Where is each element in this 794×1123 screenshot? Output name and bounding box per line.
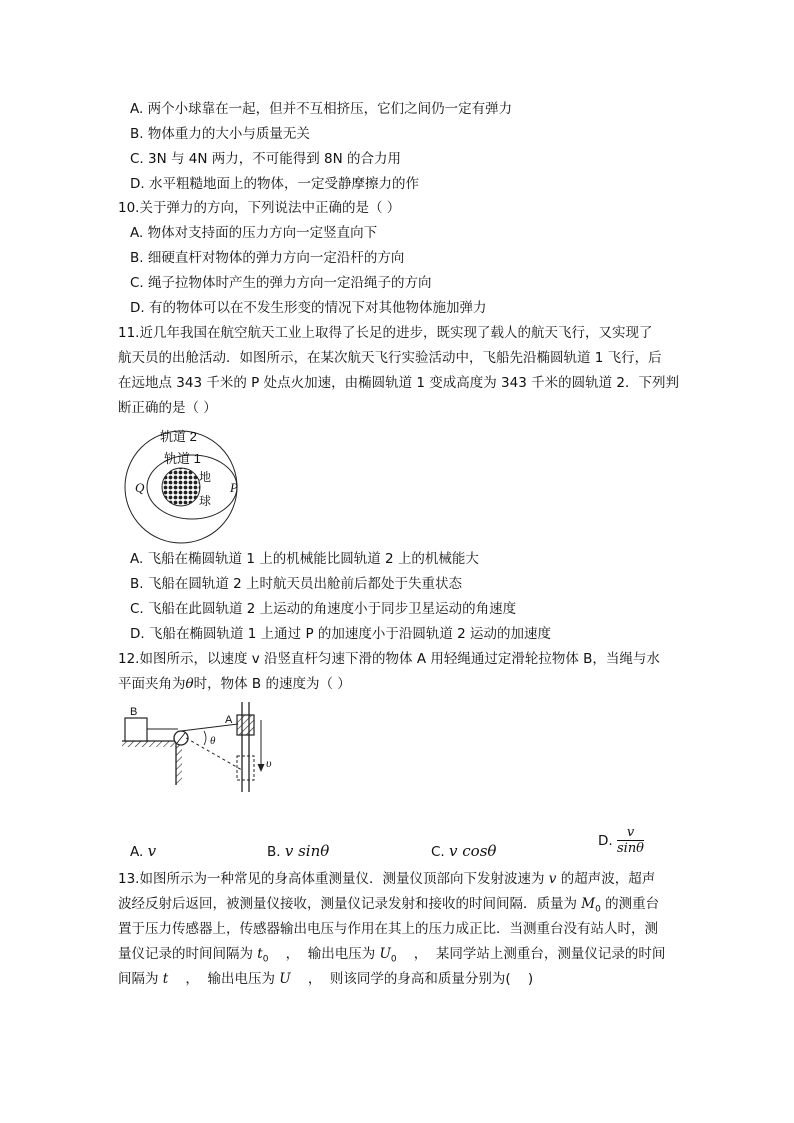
- q12-choice-d-denominator: sinθ: [616, 841, 645, 856]
- q13-text: 的超声波，超声: [556, 871, 656, 887]
- block-a-lower: [237, 756, 254, 780]
- q12-choice-c-expr: v cosθ: [449, 842, 497, 860]
- q13-text: 间隔为: [118, 971, 163, 987]
- q13-line-1: [118, 870, 655, 888]
- q12-choice-a-expr: v: [147, 842, 157, 860]
- q10-option-b: B. 细硬直杆对物体的弹力方向一定沿杆的方向: [130, 250, 405, 266]
- earth-label-top: 地: [199, 470, 212, 484]
- block-a: [237, 715, 254, 735]
- theta-label: θ: [210, 735, 216, 747]
- q13-line-4: [118, 945, 665, 969]
- point-p-label: P: [230, 480, 238, 495]
- earth-globe: [162, 468, 200, 506]
- q12-choice-b: [267, 842, 329, 860]
- q12-choice-d: [598, 826, 644, 856]
- q12-stem-text-a: 平面夹角为: [118, 676, 186, 692]
- q12-choice-c: [431, 842, 496, 860]
- block-b: [125, 718, 147, 741]
- q10-option-c: C. 绳子拉物体时产生的弹力方向一定沿绳子的方向: [130, 275, 432, 291]
- theta-arc: [204, 731, 206, 745]
- q12-choice-b-expr: v sinθ: [284, 842, 330, 860]
- pulley-diagram: [118, 700, 288, 795]
- q12-choice-c-letter: C.: [431, 844, 445, 860]
- q11-option-b: B. 飞船在圆轨道 2 上时航天员出舱前后都处于失重状态: [130, 576, 463, 592]
- q11-stem-line-4: 断正确的是（ ）: [118, 400, 217, 416]
- orbit-2-label: 轨道 2: [160, 429, 197, 444]
- q13-var-t0: t: [257, 946, 263, 962]
- point-q-label: Q: [135, 480, 145, 495]
- q11-stem-line-2: 航天员的出舱活动．如图所示，在某次航天飞行实验活动中，飞船先沿椭圆轨道 1 飞行，后: [118, 350, 662, 366]
- q11-option-a: A. 飞船在椭圆轨道 1 上的机械能比圆轨道 2 上的机械能大: [130, 551, 479, 567]
- q10-option-d: D. 有的物体可以在不发生形变的情况下对其他物体施加弹力: [130, 300, 487, 316]
- q13-var-u: U: [279, 971, 291, 987]
- q11-option-c: C. 飞船在此圆轨道 2 上运动的角速度小于同步卫星运动的角速度: [130, 601, 517, 617]
- q13-var-t: t: [162, 971, 169, 987]
- q13-text: ， 某同学站上测重台，测量仪记录的时间: [396, 946, 666, 962]
- q9-option-c: C. 3N 与 4N 两力，不可能得到 8N 的合力用: [130, 151, 402, 167]
- q13-sub: 0: [262, 954, 269, 965]
- q10-option-a: A. 物体对支持面的压力方向一定竖直向下: [130, 225, 378, 241]
- wall-hatch: [176, 745, 182, 785]
- q13-text: 量仪记录的时间间隔为: [118, 946, 258, 962]
- q9-option-a: A. 两个小球靠在一起，但并不互相挤压，它们之间仍一定有弹力: [130, 101, 513, 117]
- earth-label-bottom: 球: [199, 494, 212, 508]
- q11-stem-line-1: 11.近几年我国在航空航天工业上取得了长足的进步，既实现了载人的航天飞行，又实现了: [118, 325, 653, 341]
- orbit-diagram: [118, 425, 258, 545]
- q13-sub: 0: [595, 904, 601, 915]
- q13-text: ， 输出电压为: [168, 971, 280, 987]
- q12-choice-d-fraction: [617, 826, 644, 856]
- q12-stem-line-2: [118, 675, 351, 693]
- q13-line-3: 置于压力传感器上，传感器输出电压与作用在其上的压力成正比．当测重台没有站人时，测: [118, 921, 658, 937]
- q13-line-5: [118, 970, 533, 988]
- q13-line-2: [118, 895, 659, 919]
- q12-theta: θ: [185, 676, 194, 692]
- q12-choice-a-letter: A.: [130, 844, 144, 860]
- q12-choice-d-numerator: v: [617, 826, 644, 841]
- q13-text: 波经反射后返回，被测量仪接收，测量仪记录发射和接收的时间间隔．质量为: [118, 896, 582, 912]
- q12-choice-a: [130, 842, 156, 860]
- block-b-label: B: [130, 706, 138, 718]
- q13-text: 13.如图所示为一种常见的身高体重测量仪．测量仪顶部向下发射波速为: [118, 871, 549, 887]
- block-a-label: A: [225, 714, 233, 726]
- q12-choice-d-letter: D.: [598, 833, 613, 849]
- q10-stem: 10.关于弹力的方向，下列说法中正确的是（ ）: [118, 200, 401, 216]
- q13-text: 的测重台: [600, 896, 660, 912]
- q9-option-d: D. 水平粗糙地面上的物体，一定受静摩擦力的作: [130, 176, 419, 192]
- velocity-arrow-head: [258, 764, 265, 772]
- q12-stem-line-1: 12.如图所示，以速度 v 沿竖直杆匀速下滑的物体 A 用轻绳通过定滑轮拉物体 B，当绳与水: [118, 651, 660, 667]
- q13-var-v: v: [548, 871, 557, 887]
- q9-option-b: B. 物体重力的大小与质量无关: [130, 126, 310, 142]
- q12-stem-text-b: 时，物体 B 的速度为（ ）: [193, 676, 351, 692]
- q13-text: ， 则该同学的身高和质量分别为( ): [290, 971, 534, 987]
- q12-choice-b-letter: B.: [267, 844, 281, 860]
- q13-sub: 0: [390, 954, 397, 965]
- ledge-hatch: [122, 741, 182, 747]
- q11-option-d: D. 飞船在椭圆轨道 1 上通过 P 的加速度小于沿圆轨道 2 运动的加速度: [130, 626, 552, 642]
- q11-stem-line-3: 在远地点 343 千米的 P 处点火加速，由椭圆轨道 1 变成高度为 343 千米的圆轨道 2．下列判: [118, 375, 679, 391]
- orbit-1-label: 轨道 1: [164, 451, 201, 466]
- q13-var-m: M: [581, 896, 596, 912]
- q13-text: ， 输出电压为: [268, 946, 380, 962]
- q13-var-u0: U: [379, 946, 391, 962]
- velocity-label: υ: [266, 756, 272, 770]
